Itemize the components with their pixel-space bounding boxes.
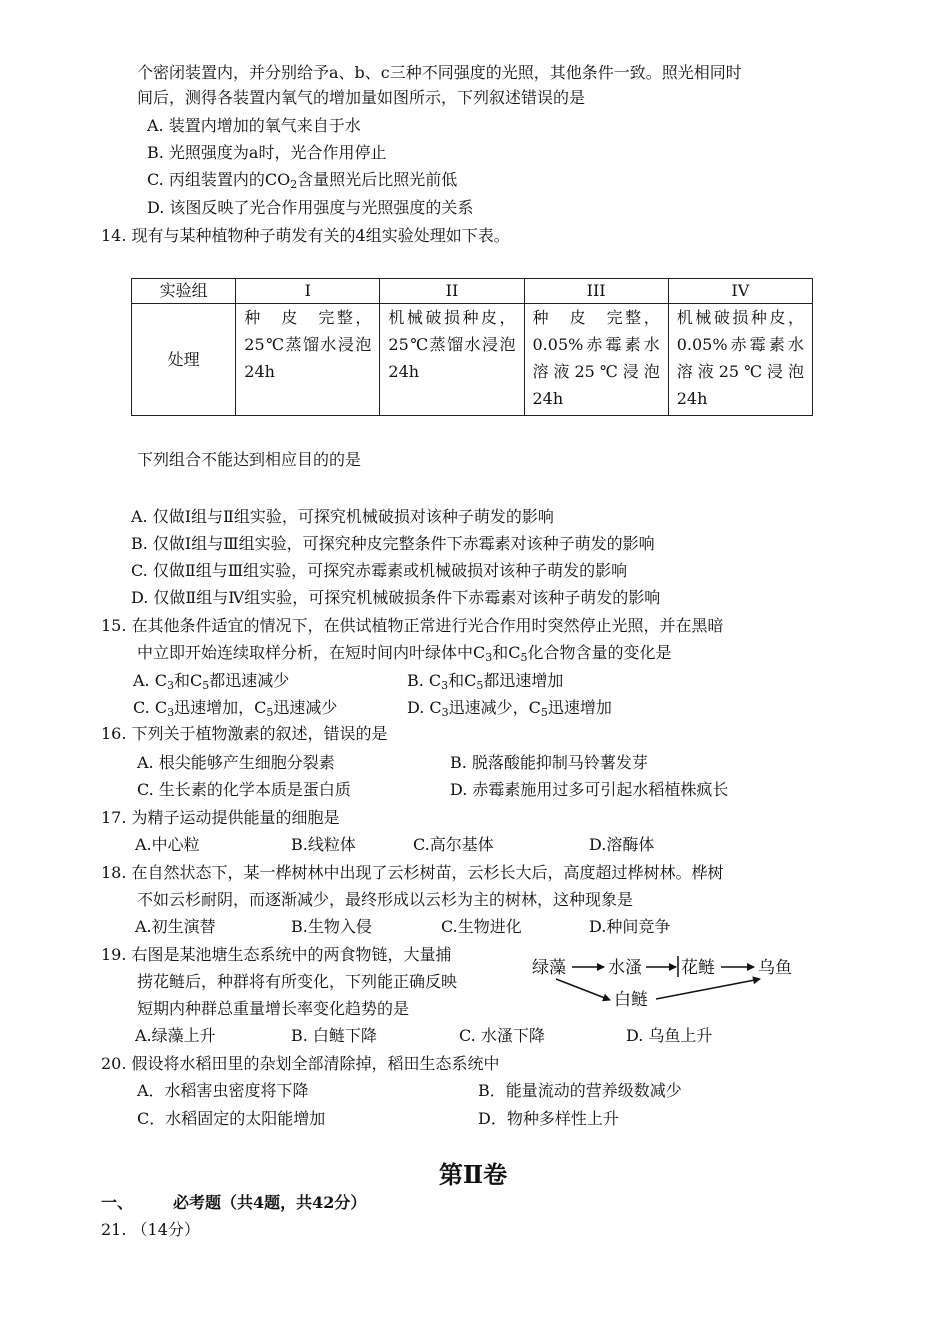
q18-option-d: D.种间竞争 [589,917,671,936]
q15-stem-line2: 中立即开始连续取样分析，在短时间内叶绿体中$C_3$和$C_5$化合物含量的变化是 [137,643,672,664]
table-cell: 种 皮 完整，0.05%赤霉素水溶液25℃浸泡24h [524,304,668,416]
q13-option-d: D. 该图反映了光合作用强度与光照强度的关系 [147,198,474,217]
q20-option-b: B．能量流动的营养级数减少 [478,1081,682,1100]
table-cell: 机械破损种皮，25℃蒸馏水浸泡24h [380,304,524,416]
table-cell: 种 皮 完整，25℃蒸馏水浸泡24h [236,304,380,416]
experiment-table [131,278,813,416]
node-bighead-carp: 花鲢 [681,958,715,978]
section-number: 一、 [101,1193,134,1212]
q21-heading: 21. （14分） [101,1220,200,1239]
q19-option-c: C. 水溞下降 [459,1026,545,1045]
arrow-silver-carp-to-snakehead [656,979,760,999]
q15-option-a: A. $C_3$和$C_5$都迅速减少 [133,671,290,692]
q15-stem-line1: 15. 在其他条件适宜的情况下，在供试植物正常进行光合作用时突然停止光照，并在黑暗 [101,616,724,635]
node-silver-carp: 白鲢 [614,990,648,1010]
table-header-cell: III [524,279,668,304]
q16-option-b: B. 脱落酸能抑制马铃薯发芽 [450,753,648,772]
q20-option-d: D．物种多样性上升 [478,1109,619,1128]
q13-option-b: B. 光照强度为a时，光合作用停止 [147,143,387,162]
q18-option-a: A.初生演替 [135,917,216,936]
node-snakehead: 乌鱼 [758,958,792,978]
section-heading: 必考题（共4题，共42分） [173,1193,367,1212]
q16-stem: 16. 下列关于植物激素的叙述，错误的是 [101,724,388,743]
node-green-algae: 绿藻 [532,958,566,978]
q17-stem: 17. 为精子运动提供能量的细胞是 [101,808,340,827]
q17-option-b: B.线粒体 [291,835,356,854]
node-daphnia: 水溞 [608,958,642,978]
q14-stem: 14. 现有与某种植物种子萌发有关的4组实验处理如下表。 [101,226,510,245]
q17-option-a: A.中心粒 [135,835,200,854]
q20-option-a: A．水稻害虫密度将下降 [137,1081,309,1100]
table-cell: 机械破损种皮，0.05%赤霉素水溶液25℃浸泡24h [668,304,812,416]
q16-option-a: A. 根尖能够产生细胞分裂素 [137,753,335,772]
table-header-cell: IV [668,279,812,304]
q17-option-c: C.高尔基体 [413,835,494,854]
q19-option-b: B. 白鲢下降 [291,1026,377,1045]
arrow-algae-to-silver-carp [556,979,610,1000]
q17-option-d: D.溶酶体 [589,835,655,854]
q15-option-b: B. $C_3$和$C_5$都迅速增加 [407,671,564,692]
q19-stem-line3: 短期内种群总重量增长率变化趋势的是 [137,999,410,1018]
q14-option-a: A. 仅做Ⅰ组与Ⅱ组实验，可探究机械破损对该种子萌发的影响 [131,507,554,526]
q14-option-d: D. 仅做Ⅱ组与Ⅳ组实验，可探究机械破损条件下赤霉素对该种子萌发的影响 [131,588,661,607]
food-web-diagram [528,950,818,1014]
q18-option-b: B.生物入侵 [291,917,372,936]
q16-option-d: D. 赤霉素施用过多可引起水稻植株疯长 [450,780,729,799]
q14-option-c: C. 仅做Ⅱ组与Ⅲ组实验，可探究赤霉素或机械破损对该种子萌发的影响 [131,561,628,580]
q15-option-c: C. $C_3$迅速增加，$C_5$迅速减少 [133,698,338,719]
q13-option-c: C. 丙组装置内的$CO_2$含量照光后比照光前低 [147,170,458,191]
table-header-cell: II [380,279,524,304]
q18-stem-line2: 不如云杉耐阴，而逐渐减少，最终形成以云杉为主的树林，这种现象是 [137,890,634,909]
q19-option-d: D. 乌鱼上升 [626,1026,713,1045]
table-header-cell: I [236,279,380,304]
q14-question: 下列组合不能达到相应目的的是 [137,450,362,469]
q13-option-a: A. 装置内增加的氧气来自于水 [147,116,361,135]
table-header-row [132,279,813,304]
table-header-cell: 实验组 [132,279,236,304]
q13-stem-line2: 间后，测得各装置内氧气的增加量如图所示，下列叙述错误的是 [137,88,586,107]
q19-option-a: A.绿藻上升 [135,1026,216,1045]
q19-stem-line2: 捞花鲢后，种群将有所变化，下列能正确反映 [137,972,458,991]
part-two-title: 第Ⅱ卷 [438,1160,508,1189]
table-row-label: 处理 [132,304,236,416]
q16-option-c: C. 生长素的化学本质是蛋白质 [137,780,351,799]
q14-option-b: B. 仅做Ⅰ组与Ⅲ组实验，可探究种皮完整条件下赤霉素对该种子萌发的影响 [131,534,655,553]
q18-option-c: C.生物进化 [441,917,522,936]
table-row [132,304,813,416]
q20-stem: 20. 假设将水稻田里的杂划全部清除掉，稻田生态系统中 [101,1054,500,1073]
q18-stem-line1: 18. 在自然状态下，某一桦树林中出现了云杉树苗，云杉长大后，高度超过桦树林。桦树 [101,863,724,882]
q20-option-c: C．水稻固定的太阳能增加 [137,1109,326,1128]
q15-option-d: D. $C_3$迅速减少，$C_5$迅速增加 [407,698,612,719]
q13-stem-line1: 个密闭装置内，并分别给予a、b、c三种不同强度的光照，其他条件一致。照光相同时 [137,63,742,82]
q19-stem-line1: 19. 右图是某池塘生态系统中的两食物链，大量捕 [101,945,452,964]
